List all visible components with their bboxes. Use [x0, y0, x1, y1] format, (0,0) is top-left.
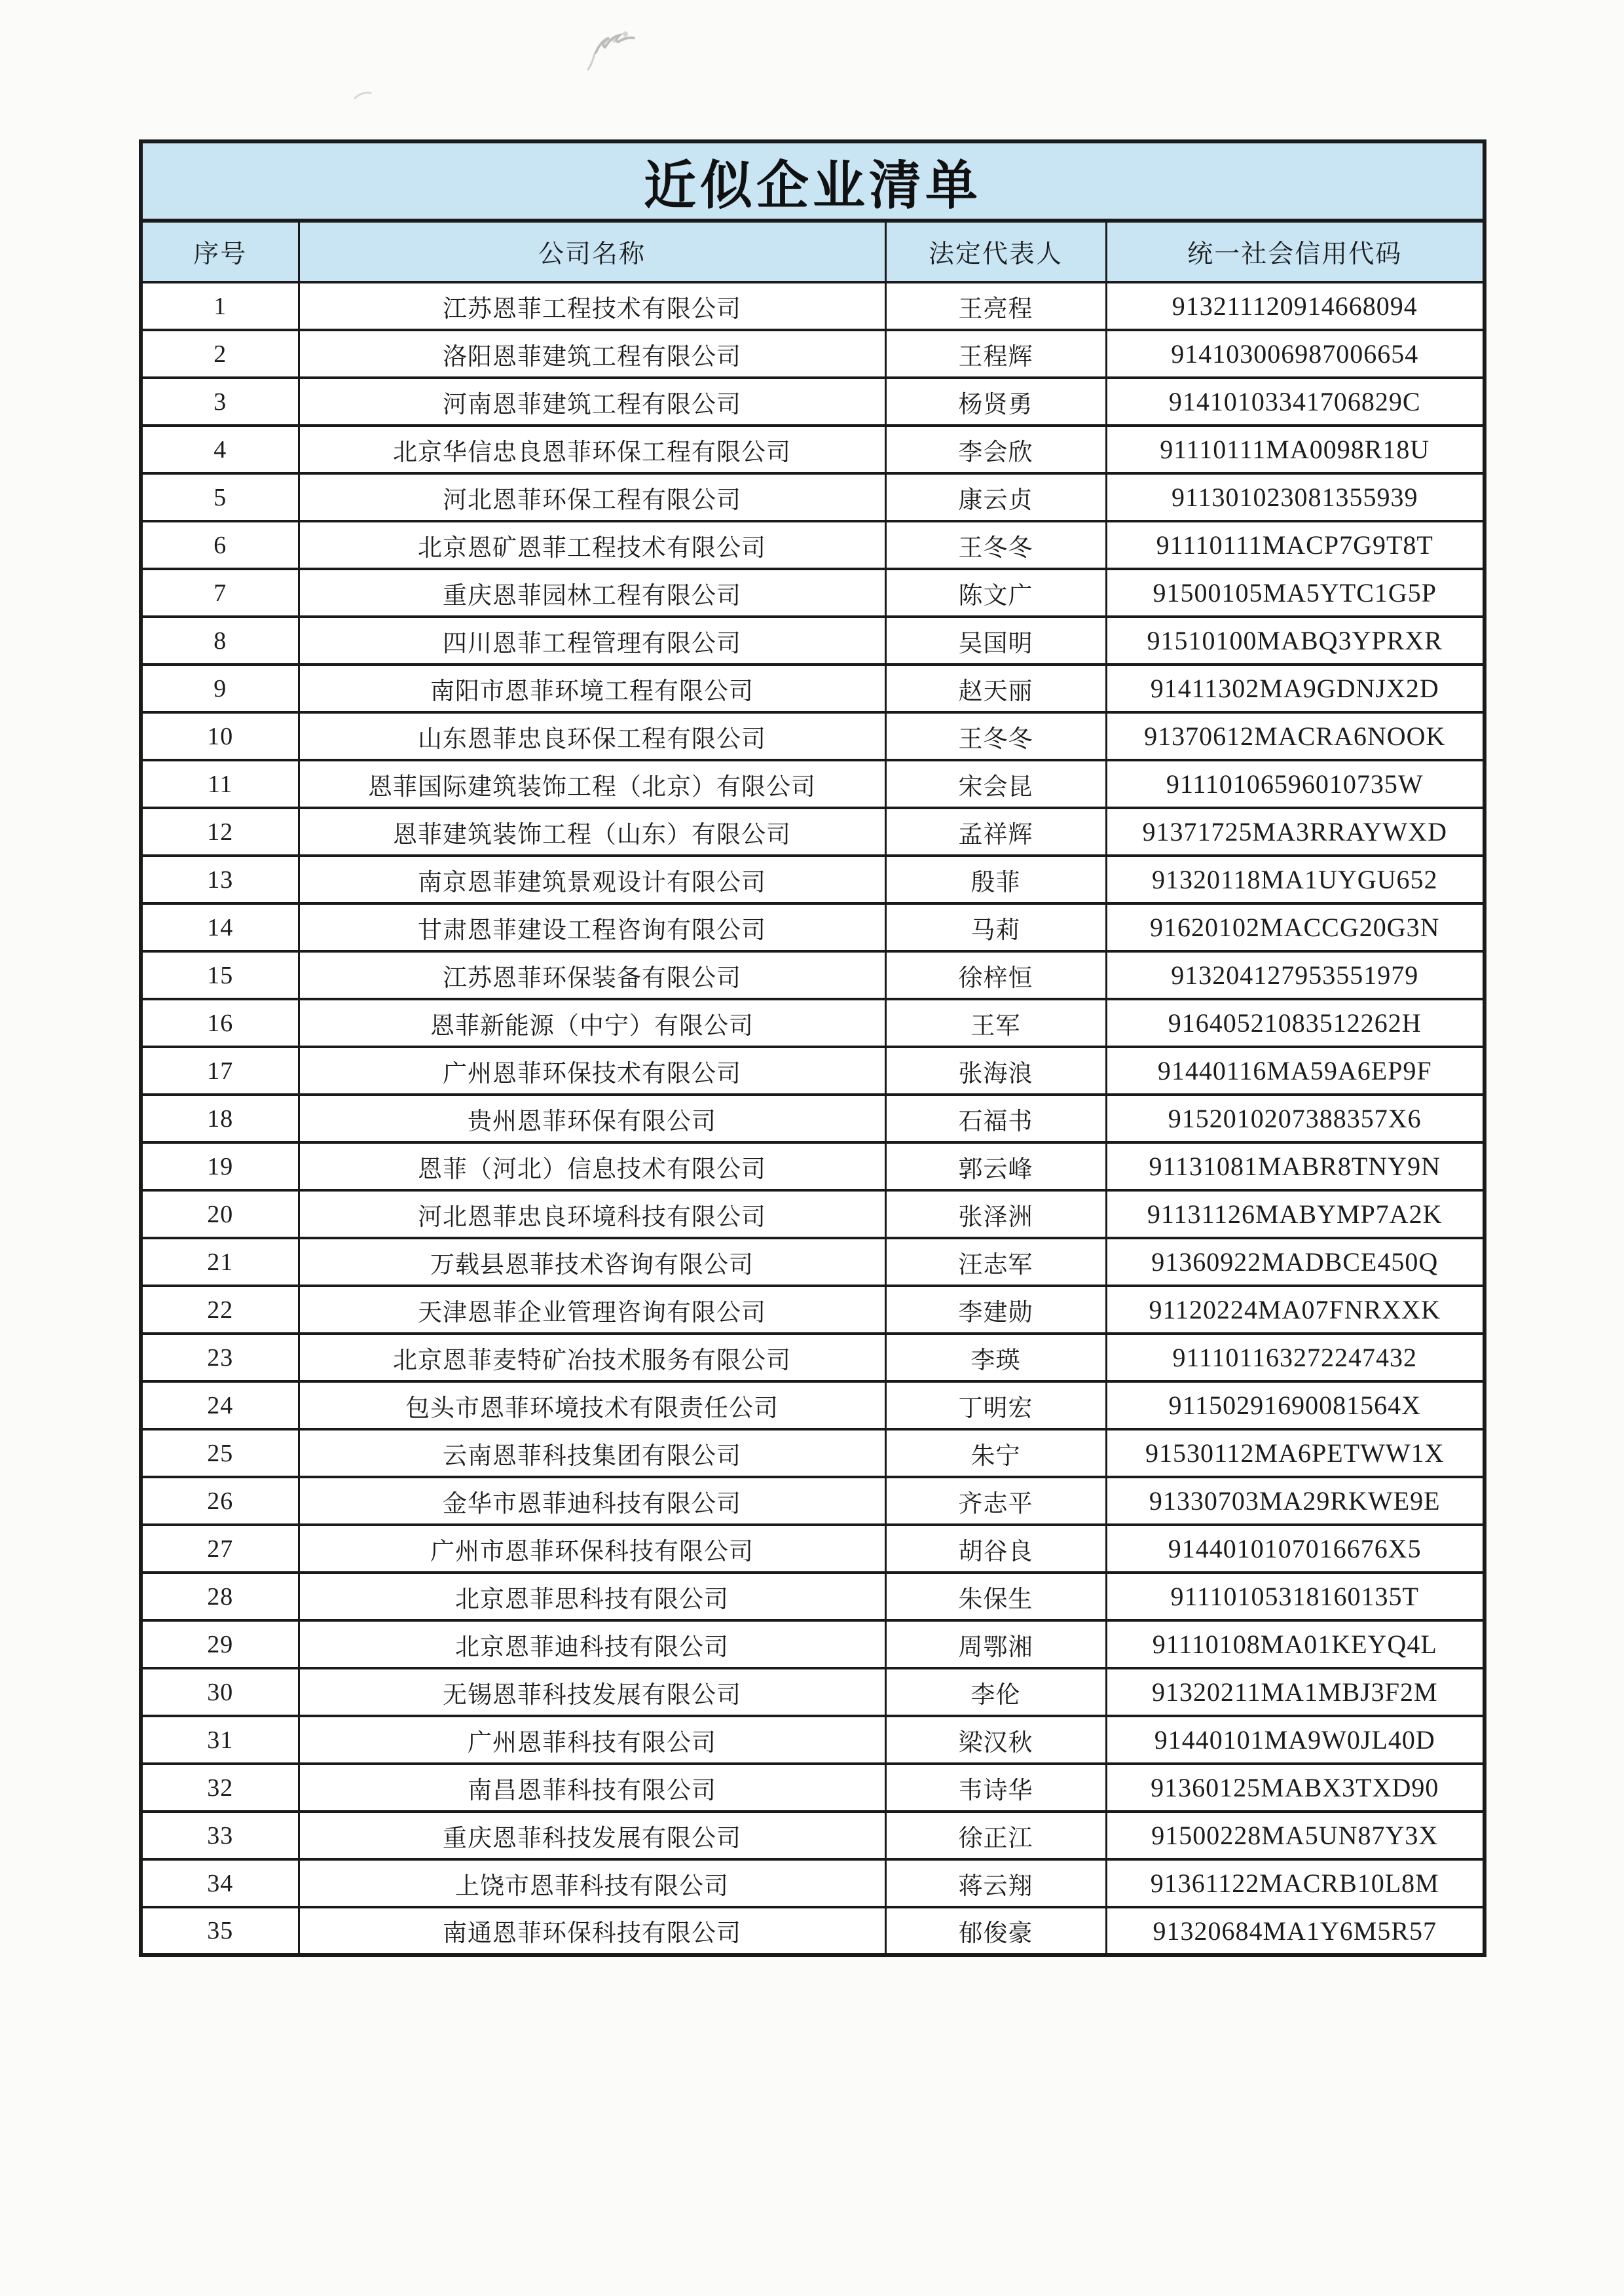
cell-serial: 26: [141, 1477, 299, 1525]
cell-company: 河北恩菲环保工程有限公司: [299, 473, 885, 521]
similar-companies-sheet: [139, 139, 1483, 1957]
cell-company: 恩菲国际建筑装饰工程（北京）有限公司: [299, 760, 885, 808]
similar-companies-table: [139, 139, 1486, 1957]
cell-company: 天津恩菲企业管理咨询有限公司: [299, 1286, 885, 1334]
cell-company: 广州恩菲科技有限公司: [299, 1716, 885, 1764]
cell-serial: 16: [141, 999, 299, 1047]
cell-legal-rep: 杨贤勇: [885, 378, 1106, 426]
table-row: [141, 1238, 1485, 1286]
table-row: [141, 999, 1485, 1047]
cell-company: 四川恩菲工程管理有限公司: [299, 617, 885, 665]
cell-serial: 13: [141, 856, 299, 903]
cell-legal-rep: 王军: [885, 999, 1106, 1047]
cell-credit-code: 91500105MA5YTC1G5P: [1106, 569, 1485, 617]
table-row: [141, 1859, 1485, 1907]
cell-serial: 29: [141, 1620, 299, 1668]
cell-credit-code: 91360922MADBCE450Q: [1106, 1238, 1485, 1286]
cell-serial: 23: [141, 1334, 299, 1381]
table-row: [141, 1190, 1485, 1238]
cell-serial: 22: [141, 1286, 299, 1334]
cell-serial: 8: [141, 617, 299, 665]
cell-company: 洛阳恩菲建筑工程有限公司: [299, 330, 885, 378]
cell-company: 甘肃恩菲建设工程咨询有限公司: [299, 903, 885, 951]
cell-credit-code: 91530112MA6PETWW1X: [1106, 1429, 1485, 1477]
cell-serial: 19: [141, 1142, 299, 1190]
cell-company: 金华市恩菲迪科技有限公司: [299, 1477, 885, 1525]
cell-company: 南京恩菲建筑景观设计有限公司: [299, 856, 885, 903]
cell-serial: 31: [141, 1716, 299, 1764]
cell-credit-code: 913204127953551979: [1106, 951, 1485, 999]
table-row: [141, 1286, 1485, 1334]
table-row: [141, 1573, 1485, 1620]
table-row: [141, 282, 1485, 330]
cell-serial: 11: [141, 760, 299, 808]
cell-serial: 21: [141, 1238, 299, 1286]
cell-company: 南昌恩菲科技有限公司: [299, 1764, 885, 1812]
cell-legal-rep: 李伦: [885, 1668, 1106, 1716]
cell-serial: 12: [141, 808, 299, 856]
cell-credit-code: 91510100MABQ3YPRXR: [1106, 617, 1485, 665]
table-row: [141, 521, 1485, 569]
cell-credit-code: 911101163272247432: [1106, 1334, 1485, 1381]
cell-legal-rep: 王冬冬: [885, 712, 1106, 760]
cell-legal-rep: 吴国明: [885, 617, 1106, 665]
cell-company: 广州市恩菲环保科技有限公司: [299, 1525, 885, 1573]
table-row: [141, 1764, 1485, 1812]
cell-legal-rep: 赵天丽: [885, 665, 1106, 712]
cell-legal-rep: 梁汉秋: [885, 1716, 1106, 1764]
cell-legal-rep: 丁明宏: [885, 1381, 1106, 1429]
cell-legal-rep: 康云贞: [885, 473, 1106, 521]
table-row: [141, 1429, 1485, 1477]
cell-legal-rep: 徐正江: [885, 1812, 1106, 1859]
cell-legal-rep: 周鄂湘: [885, 1620, 1106, 1668]
cell-company: 贵州恩菲环保有限公司: [299, 1095, 885, 1142]
cell-serial: 2: [141, 330, 299, 378]
table-row: [141, 903, 1485, 951]
table-row: [141, 1812, 1485, 1859]
table-row: [141, 1525, 1485, 1573]
cell-serial: 20: [141, 1190, 299, 1238]
cell-company: 无锡恩菲科技发展有限公司: [299, 1668, 885, 1716]
column-header-legal-rep: 法定代表人: [885, 221, 1106, 282]
cell-serial: 17: [141, 1047, 299, 1095]
cell-legal-rep: 张海浪: [885, 1047, 1106, 1095]
cell-company: 包头市恩菲环境技术有限责任公司: [299, 1381, 885, 1429]
table-row: [141, 808, 1485, 856]
cell-serial: 5: [141, 473, 299, 521]
cell-legal-rep: 李瑛: [885, 1334, 1106, 1381]
cell-credit-code: 91440101MA9W0JL40D: [1106, 1716, 1485, 1764]
cell-company: 南通恩菲环保科技有限公司: [299, 1907, 885, 1955]
cell-credit-code: 91131081MABR8TNY9N: [1106, 1142, 1485, 1190]
table-header-row: [141, 221, 1485, 282]
cell-serial: 32: [141, 1764, 299, 1812]
cell-serial: 3: [141, 378, 299, 426]
cell-legal-rep: 朱宁: [885, 1429, 1106, 1477]
cell-credit-code: 91110111MACP7G9T8T: [1106, 521, 1485, 569]
cell-company: 北京恩菲麦特矿冶技术服务有限公司: [299, 1334, 885, 1381]
cell-company: 江苏恩菲环保装备有限公司: [299, 951, 885, 999]
cell-company: 云南恩菲科技集团有限公司: [299, 1429, 885, 1477]
cell-credit-code: 91640521083512262H: [1106, 999, 1485, 1047]
cell-credit-code: 91110105318160135T: [1106, 1573, 1485, 1620]
cell-credit-code: 91361122MACRB10L8M: [1106, 1859, 1485, 1907]
cell-serial: 14: [141, 903, 299, 951]
cell-serial: 28: [141, 1573, 299, 1620]
cell-company: 恩菲（河北）信息技术有限公司: [299, 1142, 885, 1190]
cell-credit-code: 91320684MA1Y6M5R57: [1106, 1907, 1485, 1955]
cell-company: 北京恩矿恩菲工程技术有限公司: [299, 521, 885, 569]
cell-company: 上饶市恩菲科技有限公司: [299, 1859, 885, 1907]
cell-serial: 7: [141, 569, 299, 617]
table-row: [141, 1142, 1485, 1190]
column-header-serial: 序号: [141, 221, 299, 282]
table-row: [141, 760, 1485, 808]
cell-serial: 1: [141, 282, 299, 330]
cell-legal-rep: 朱保生: [885, 1573, 1106, 1620]
cell-legal-rep: 李会欣: [885, 426, 1106, 473]
cell-serial: 25: [141, 1429, 299, 1477]
cell-company: 河北恩菲忠良环境科技有限公司: [299, 1190, 885, 1238]
table-row: [141, 330, 1485, 378]
cell-legal-rep: 王程辉: [885, 330, 1106, 378]
cell-serial: 6: [141, 521, 299, 569]
cell-credit-code: 9144010107016676X5: [1106, 1525, 1485, 1573]
cell-credit-code: 91500228MA5UN87Y3X: [1106, 1812, 1485, 1859]
cell-company: 北京华信忠良恩菲环保工程有限公司: [299, 426, 885, 473]
cell-legal-rep: 汪志军: [885, 1238, 1106, 1286]
table-row: [141, 473, 1485, 521]
table-row: [141, 1477, 1485, 1525]
cell-legal-rep: 蒋云翔: [885, 1859, 1106, 1907]
cell-credit-code: 91110111MA0098R18U: [1106, 426, 1485, 473]
cell-serial: 24: [141, 1381, 299, 1429]
cell-credit-code: 911301023081355939: [1106, 473, 1485, 521]
cell-legal-rep: 齐志平: [885, 1477, 1106, 1525]
cell-legal-rep: 陈文广: [885, 569, 1106, 617]
table-row: [141, 1334, 1485, 1381]
cell-serial: 35: [141, 1907, 299, 1955]
cell-credit-code: 91411302MA9GDNJX2D: [1106, 665, 1485, 712]
table-title-row: [141, 141, 1485, 221]
cell-company: 江苏恩菲工程技术有限公司: [299, 282, 885, 330]
cell-legal-rep: 徐梓恒: [885, 951, 1106, 999]
cell-legal-rep: 王冬冬: [885, 521, 1106, 569]
cell-serial: 30: [141, 1668, 299, 1716]
cell-legal-rep: 李建勋: [885, 1286, 1106, 1334]
cell-credit-code: 914103006987006654: [1106, 330, 1485, 378]
cell-legal-rep: 马莉: [885, 903, 1106, 951]
scan-smudge: [557, 7, 688, 98]
cell-credit-code: 91410103341706829C: [1106, 378, 1485, 426]
cell-serial: 4: [141, 426, 299, 473]
cell-credit-code: 91110106596010735W: [1106, 760, 1485, 808]
cell-legal-rep: 郁俊豪: [885, 1907, 1106, 1955]
cell-serial: 18: [141, 1095, 299, 1142]
table-body: [141, 282, 1485, 1955]
cell-company: 重庆恩菲园林工程有限公司: [299, 569, 885, 617]
table-row: [141, 1716, 1485, 1764]
cell-legal-rep: 郭云峰: [885, 1142, 1106, 1190]
cell-legal-rep: 孟祥辉: [885, 808, 1106, 856]
cell-company: 山东恩菲忠良环保工程有限公司: [299, 712, 885, 760]
cell-credit-code: 913211120914668094: [1106, 282, 1485, 330]
cell-serial: 27: [141, 1525, 299, 1573]
cell-serial: 10: [141, 712, 299, 760]
table-row: [141, 617, 1485, 665]
cell-legal-rep: 殷菲: [885, 856, 1106, 903]
table-row: [141, 1620, 1485, 1668]
table-row: [141, 569, 1485, 617]
table-row: [141, 1381, 1485, 1429]
cell-legal-rep: 张泽洲: [885, 1190, 1106, 1238]
cell-legal-rep: 王亮程: [885, 282, 1106, 330]
cell-credit-code: 91620102MACCG20G3N: [1106, 903, 1485, 951]
cell-company: 南阳市恩菲环境工程有限公司: [299, 665, 885, 712]
cell-company: 广州恩菲环保技术有限公司: [299, 1047, 885, 1095]
cell-credit-code: 9152010207388357X6: [1106, 1095, 1485, 1142]
page-title: 近似企业清单: [141, 141, 1485, 221]
cell-credit-code: 91440116MA59A6EP9F: [1106, 1047, 1485, 1095]
table-row: [141, 1668, 1485, 1716]
table-row: [141, 1907, 1485, 1955]
cell-company: 北京恩菲思科技有限公司: [299, 1573, 885, 1620]
cell-credit-code: 91360125MABX3TXD90: [1106, 1764, 1485, 1812]
cell-company: 万载县恩菲技术咨询有限公司: [299, 1238, 885, 1286]
cell-company: 恩菲建筑装饰工程（山东）有限公司: [299, 808, 885, 856]
cell-credit-code: 91320211MA1MBJ3F2M: [1106, 1668, 1485, 1716]
cell-company: 河南恩菲建筑工程有限公司: [299, 378, 885, 426]
table-row: [141, 426, 1485, 473]
cell-credit-code: 91330703MA29RKWE9E: [1106, 1477, 1485, 1525]
column-header-company: 公司名称: [299, 221, 885, 282]
cell-credit-code: 91370612MACRA6NOOK: [1106, 712, 1485, 760]
cell-credit-code: 91120224MA07FNRXXK: [1106, 1286, 1485, 1334]
cell-legal-rep: 韦诗华: [885, 1764, 1106, 1812]
table-row: [141, 378, 1485, 426]
table-row: [141, 712, 1485, 760]
cell-credit-code: 91371725MA3RRAYWXD: [1106, 808, 1485, 856]
table-head: [141, 141, 1485, 282]
cell-legal-rep: 宋会昆: [885, 760, 1106, 808]
cell-credit-code: 91150291690081564X: [1106, 1381, 1485, 1429]
table-row: [141, 665, 1485, 712]
table-row: [141, 856, 1485, 903]
table-row: [141, 1047, 1485, 1095]
cell-credit-code: 91110108MA01KEYQ4L: [1106, 1620, 1485, 1668]
cell-credit-code: 91320118MA1UYGU652: [1106, 856, 1485, 903]
column-header-credit-code: 统一社会信用代码: [1106, 221, 1485, 282]
cell-company: 重庆恩菲科技发展有限公司: [299, 1812, 885, 1859]
cell-legal-rep: 石福书: [885, 1095, 1106, 1142]
cell-credit-code: 91131126MABYMP7A2K: [1106, 1190, 1485, 1238]
scan-smudge: [347, 79, 386, 111]
table-row: [141, 951, 1485, 999]
cell-company: 北京恩菲迪科技有限公司: [299, 1620, 885, 1668]
table-row: [141, 1095, 1485, 1142]
cell-serial: 34: [141, 1859, 299, 1907]
cell-serial: 9: [141, 665, 299, 712]
cell-company: 恩菲新能源（中宁）有限公司: [299, 999, 885, 1047]
cell-serial: 33: [141, 1812, 299, 1859]
cell-serial: 15: [141, 951, 299, 999]
cell-legal-rep: 胡谷良: [885, 1525, 1106, 1573]
